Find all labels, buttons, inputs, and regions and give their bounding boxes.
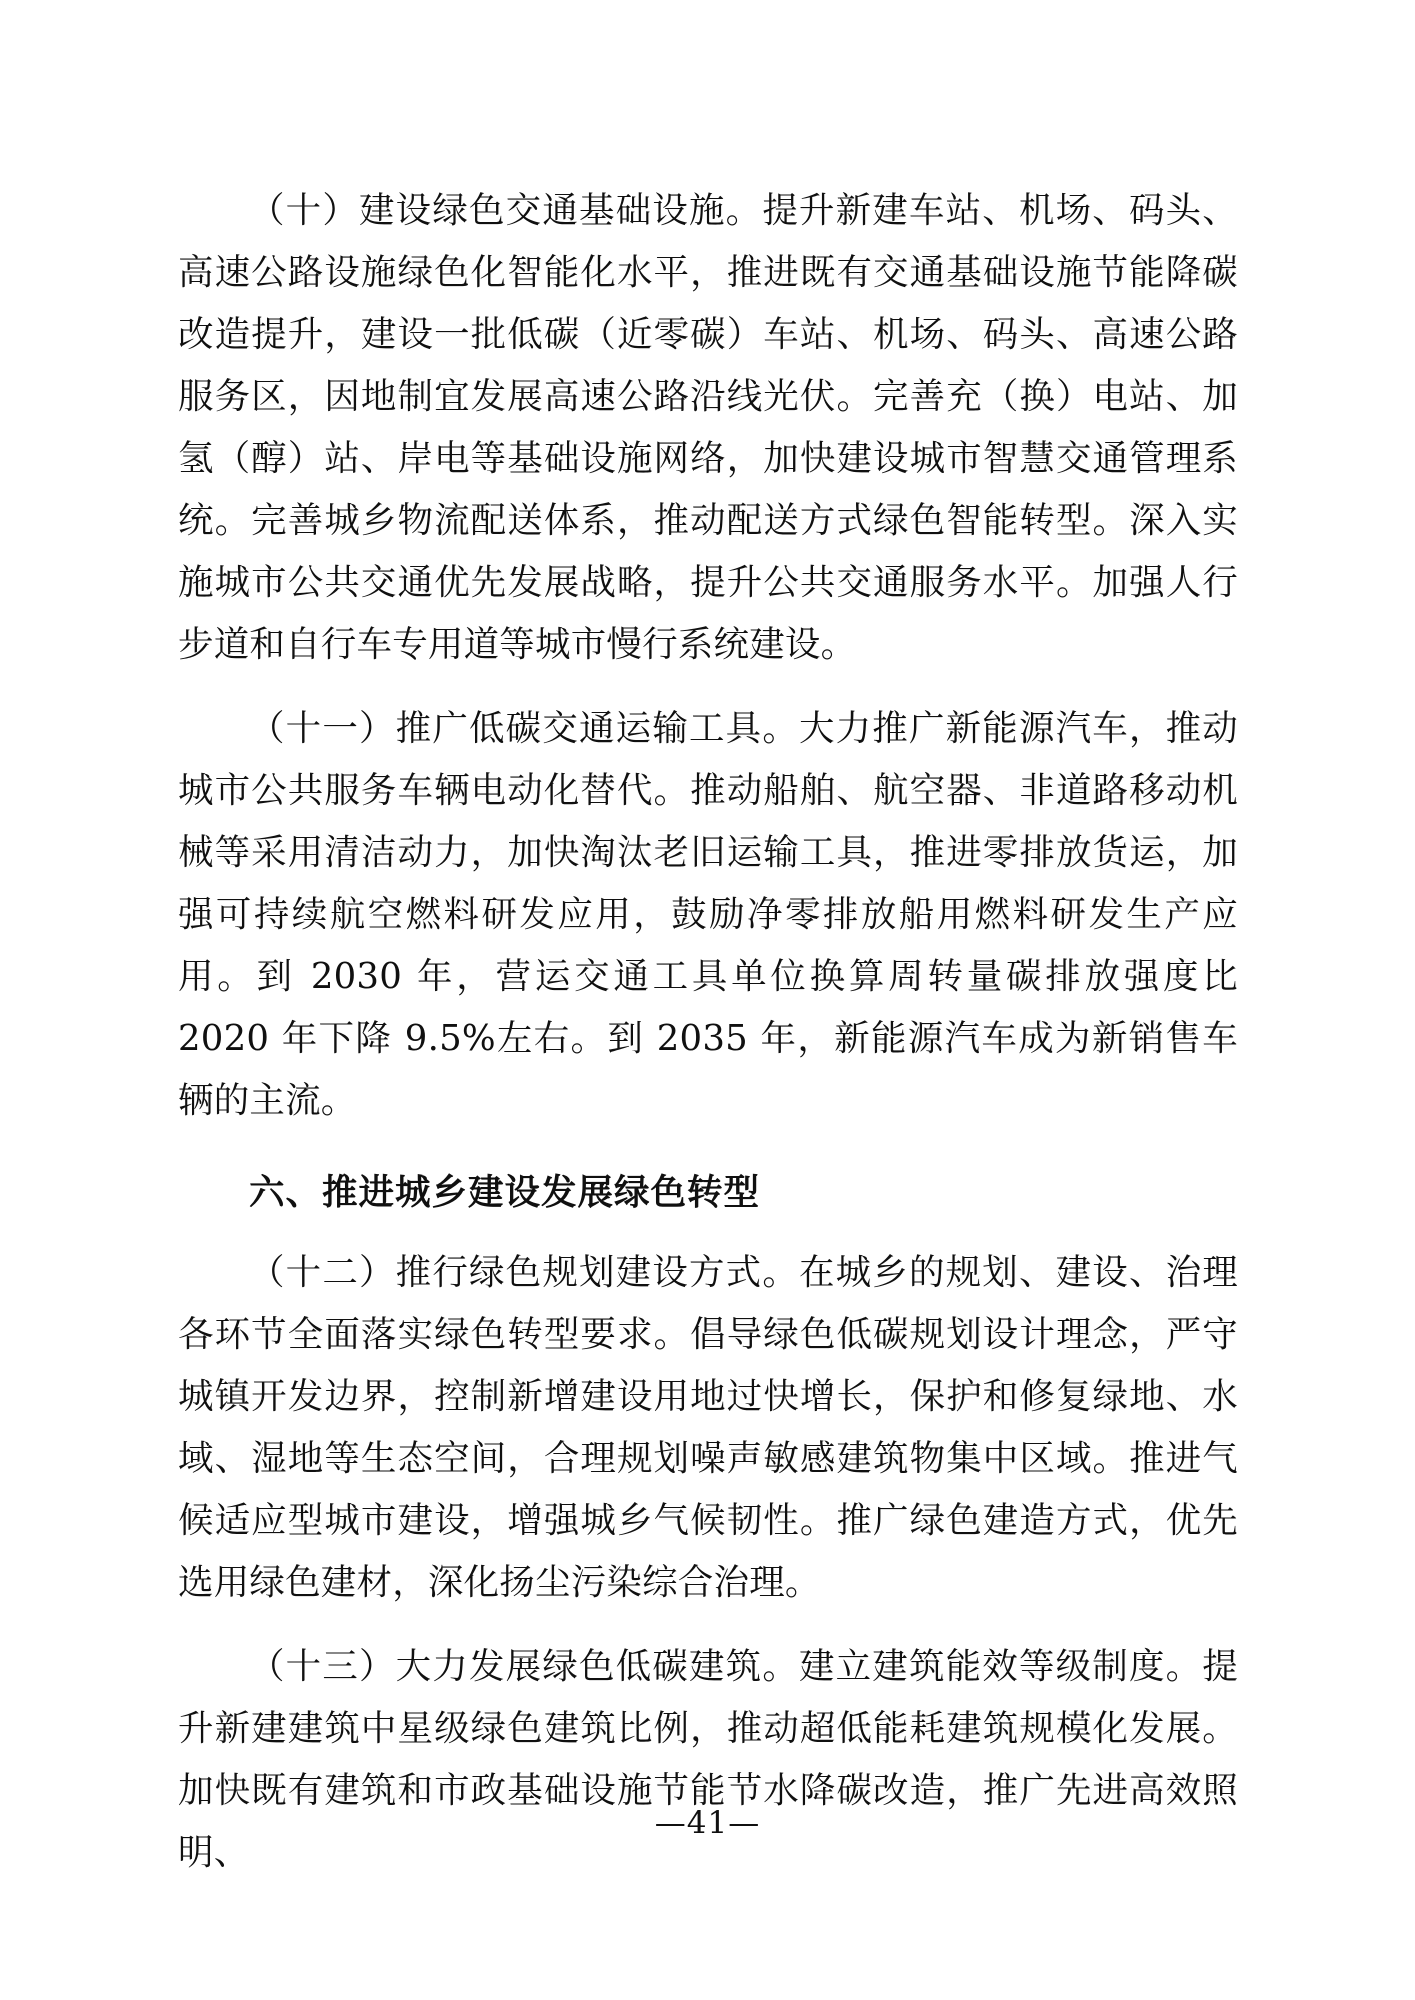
paragraph-item-10: （十）建设绿色交通基础设施。提升新建车站、机场、码头、高速公路设施绿色化智能化水平，推进既有交通基础设施节能降碳改造提升，建设一批低碳（近零碳）车站、机场、码头、高速公路服务区，因地制宜发展高速公路沿线光伏。完善充（换）电站、加氢（醇）站、岸电等基础设施网络，加快建设城市智慧交通管理系统。完善城乡物流配送体系，推动配送方式绿色智能转型。深入实施城市公共交通优先发展战略，提升公共交通服务水平。加强人行步道和自行车专用道等城市慢行系统建设。 — [178, 190, 1238, 665]
section-heading-six: 六、推进城乡建设发展绿色转型 — [249, 1172, 761, 1213]
paragraph-item-13: （十三）大力发展绿色低碳建筑。建立建筑能效等级制度。提升新建建筑中星级绿色建筑比例，推动超低能耗建筑规模化发展。加快既有建筑和市政基础设施节能节水降碳改造，推广先进高效照明、 — [178, 1646, 1238, 1873]
paragraph-item-12: （十二）推行绿色规划建设方式。在城乡的规划、建设、治理各环节全面落实绿色转型要求。倡导绿色低碳规划设计理念，严守城镇开发边界，控制新增建设用地过快增长，保护和修复绿地、水域、湿地等生态空间，合理规划噪声敏感建筑物集中区域。推进气候适应型城市建设，增强城乡气候韧性。推广绿色建造方式，优先选用绿色建材，深化扬尘污染综合治理。 — [178, 1252, 1238, 1603]
paragraph-item-11: （十一）推广低碳交通运输工具。大力推广新能源汽车，推动城市公共服务车辆电动化替代。推动船舶、航空器、非道路移动机械等采用清洁动力，加快淘汰老旧运输工具，推进零排放货运，加强可持续航空燃料研发应用，鼓励净零排放船用燃料研发生产应用。到 2030 年，营运交通工具单位换算周转量碳排放强度比 2020 年下降 9.5%左右。到 2035 年，新能源汽车成为新销售车辆的主流。 — [178, 708, 1238, 1121]
document-body — [178, 180, 1238, 1884]
page-number: —41— — [654, 1805, 761, 1841]
